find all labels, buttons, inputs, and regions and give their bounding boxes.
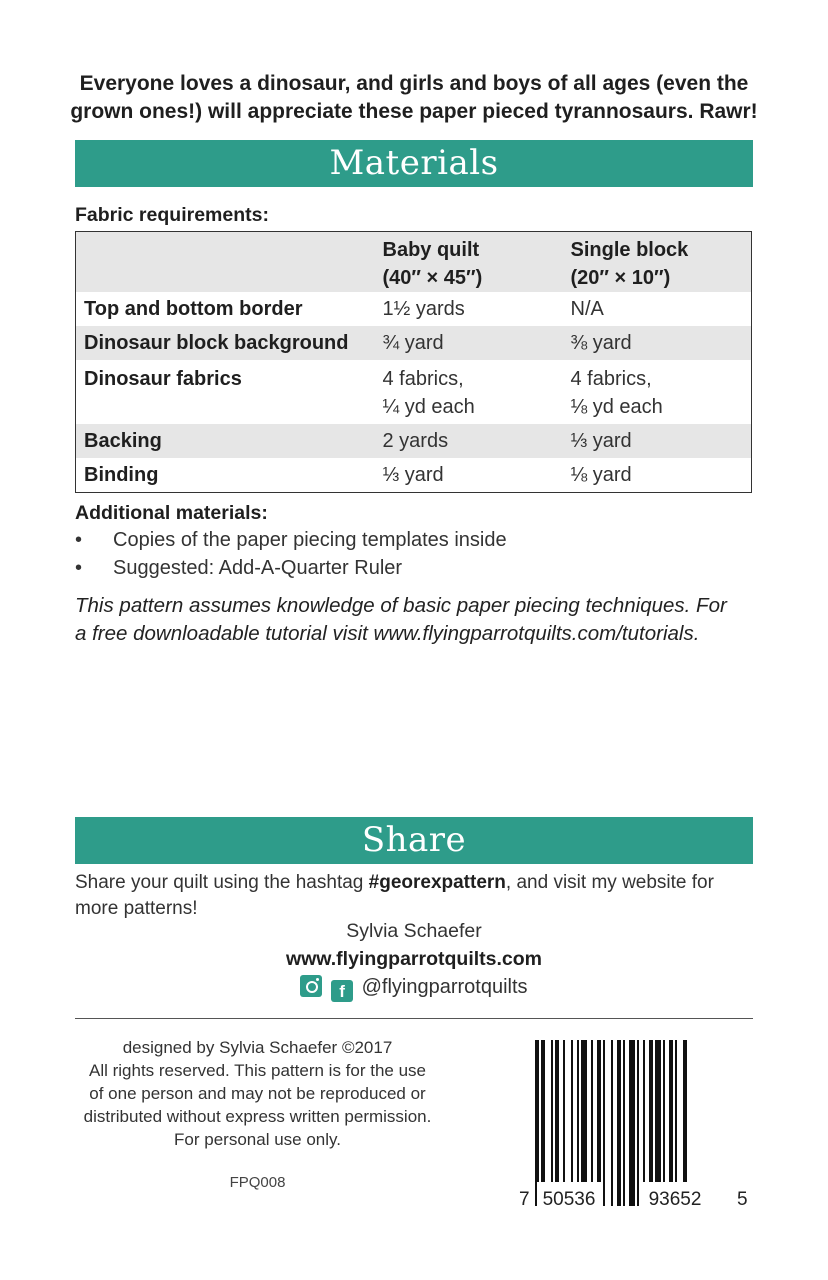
baby-quilt-value: 2 yards (382, 430, 449, 452)
barcode-bar (669, 1040, 673, 1206)
baby-quilt-value: 1½ yards (382, 298, 465, 320)
table-row (76, 424, 752, 458)
barcode-bars (535, 1040, 687, 1206)
social-handle: @flyingparrotquilts (361, 976, 528, 998)
baby-quilt-size: (40″ × 45″) (382, 267, 483, 289)
single-block-value: ⅛ yard (570, 464, 632, 486)
legal-line: For personal use only. (174, 1130, 341, 1149)
single-block-size: (20″ × 10″) (570, 267, 671, 289)
table-header-baby-quilt (375, 232, 563, 293)
footer-divider (75, 1018, 753, 1019)
barcode-bar (643, 1040, 645, 1206)
list-item (75, 526, 507, 554)
table-row (76, 326, 752, 360)
barcode-bar (617, 1040, 621, 1206)
intro-line-2: grown ones!) will appreciate these paper pieced tyrannosaurs. Rawr! (70, 100, 758, 123)
baby-quilt-value: ⅓ yard (382, 464, 444, 486)
row-label: Backing (84, 430, 162, 452)
barcode-bar (663, 1040, 665, 1206)
row-label: Binding (84, 464, 159, 486)
barcode (515, 1038, 753, 1220)
barcode-digit-right: 5 (737, 1189, 748, 1210)
barcode-bar (591, 1040, 593, 1206)
barcode-bar (683, 1040, 687, 1206)
list-item-text: Copies of the paper piecing templates inside (113, 529, 507, 551)
barcode-digits-group-2: 93652 (648, 1189, 702, 1210)
note-line-1: This pattern assumes knowledge of basic paper piecing techniques. For (75, 594, 727, 617)
product-code: FPQ008 (229, 1174, 286, 1191)
barcode-bar (571, 1040, 573, 1206)
additional-materials-heading: Additional materials: (75, 502, 268, 524)
table-row (76, 292, 752, 326)
barcode-bar (541, 1040, 545, 1206)
note-line-2: a free downloadable tutorial visit www.flyingparrotquilts.com/tutorials. (75, 622, 700, 645)
author-name: Sylvia Schaefer (346, 920, 482, 942)
table-row (76, 360, 752, 424)
table-header-empty (76, 232, 375, 293)
facebook-icon[interactable]: f (331, 980, 353, 1002)
fabric-requirements-table (75, 231, 752, 493)
legal-line: All rights reserved. This pattern is for the use (88, 1061, 426, 1080)
share-text-post: , and visit my website for (505, 872, 714, 893)
barcode-bar (535, 1040, 539, 1206)
barcode-bar (655, 1040, 661, 1206)
hashtag: #georexpattern (368, 872, 506, 893)
single-block-value (563, 360, 752, 424)
additional-materials-list (75, 526, 507, 582)
copyright-notice (75, 1036, 440, 1151)
website-link[interactable]: www.flyingparrotquilts.com (285, 948, 543, 970)
share-banner: Share (75, 817, 753, 864)
barcode-bar (597, 1040, 601, 1206)
list-item (75, 554, 507, 582)
barcode-bar (649, 1040, 653, 1206)
baby-quilt-value: ¾ yard (382, 332, 444, 354)
table-header-row (76, 232, 752, 293)
technique-note (75, 592, 765, 648)
row-label: Dinosaur fabrics (84, 368, 242, 390)
barcode-bar (637, 1040, 639, 1206)
barcode-bar (555, 1040, 559, 1206)
legal-line: designed by Sylvia Schaefer ©2017 (122, 1038, 393, 1057)
fabric-requirements-heading: Fabric requirements: (75, 204, 269, 226)
share-paragraph (75, 870, 755, 922)
legal-line: distributed without express written permission. (83, 1107, 432, 1126)
baby-quilt-label: Baby quilt (382, 239, 480, 261)
baby-quilt-value (375, 360, 563, 424)
barcode-bar (603, 1040, 605, 1206)
table-header-single-block (563, 232, 752, 293)
single-block-value-line-1: 4 fabrics, (570, 368, 652, 390)
single-block-value: N/A (570, 298, 604, 320)
single-block-value-line-2: ⅛ yd each (570, 396, 663, 418)
row-label: Dinosaur block background (84, 332, 349, 354)
barcode-bar (675, 1040, 677, 1206)
barcode-digits-group-1: 50536 (542, 1189, 596, 1210)
legal-line: of one person and may not be reproduced or (89, 1084, 426, 1103)
intro-line-1: Everyone loves a dinosaur, and girls and boys of all ages (even the (79, 72, 749, 95)
barcode-bar (577, 1040, 579, 1206)
intro-paragraph (60, 70, 768, 126)
barcode-bar (629, 1040, 635, 1206)
barcode-bar (551, 1040, 553, 1206)
share-text-pre: Share your quilt using the hashtag (75, 872, 369, 893)
row-label: Top and bottom border (84, 298, 303, 320)
materials-banner: Materials (75, 140, 753, 187)
social-handle-row[interactable] (75, 975, 753, 1002)
baby-quilt-value-line-1: 4 fabrics, (382, 368, 464, 390)
instagram-icon[interactable] (300, 975, 322, 997)
bullet: • (75, 529, 83, 551)
single-block-value: ⅓ yard (570, 430, 632, 452)
single-block-label: Single block (570, 239, 689, 261)
barcode-bar (611, 1040, 613, 1206)
share-text-line-2: more patterns! (75, 898, 198, 919)
barcode-bar (623, 1040, 625, 1206)
barcode-bar (563, 1040, 565, 1206)
single-block-value: ⅜ yard (570, 332, 632, 354)
barcode-digit-left: 7 (519, 1189, 530, 1210)
baby-quilt-value-line-2: ¼ yd each (382, 396, 475, 418)
table-row (76, 458, 752, 492)
bullet: • (75, 557, 83, 579)
barcode-bar (581, 1040, 587, 1206)
list-item-text: Suggested: Add-A-Quarter Ruler (113, 557, 403, 579)
